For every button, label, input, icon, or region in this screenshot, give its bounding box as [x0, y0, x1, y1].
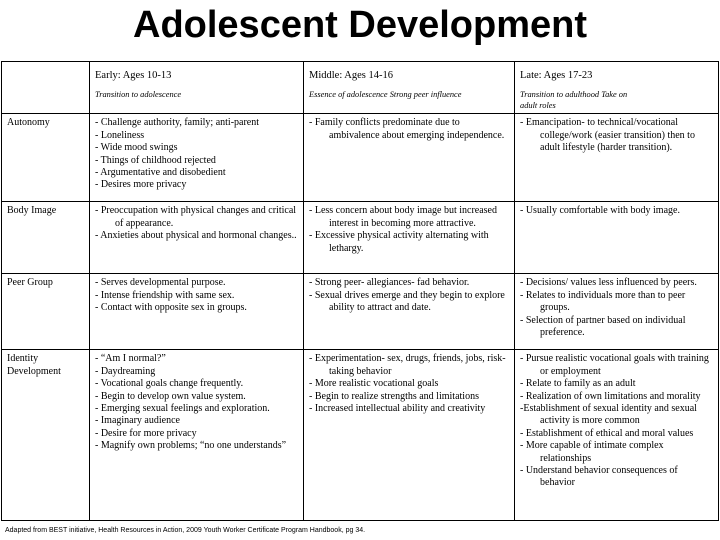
list-item: - “Am I normal?” [95, 353, 166, 365]
list-item: - Usually comfortable with body image. [520, 205, 680, 217]
list-item: - Relate to family as an adult [520, 378, 636, 390]
cell-early [90, 274, 304, 350]
stage-name: Late: Ages 17-23 [520, 70, 593, 81]
table-row [2, 274, 719, 350]
list-item: - Selection of partner based on individual preference. [520, 314, 686, 339]
list-item: - Loneliness [95, 129, 145, 141]
list-item: - Imaginary audience [95, 415, 180, 427]
item-list [520, 353, 714, 489]
cell-late [515, 350, 719, 521]
list-item: - More realistic vocational goals [309, 378, 439, 390]
row-label: Autonomy [2, 114, 90, 202]
item-list [309, 205, 510, 255]
list-item: - Desire for more privacy [95, 427, 197, 439]
list-item: - Vocational goals change frequently. [95, 378, 244, 390]
list-item: - Daydreaming [95, 365, 156, 377]
stage-header-middle [304, 62, 515, 114]
list-item: - Desires more privacy [95, 179, 187, 191]
list-item: - Begin to develop own value system. [95, 390, 246, 402]
item-list [95, 117, 299, 191]
cell-late [515, 202, 719, 274]
list-item: - Challenge authority, family; anti-parent [95, 117, 260, 129]
list-item: - Relates to individuals more than to peer groups. [520, 289, 686, 314]
list-item: - Begin to realize strengths and limitations [309, 390, 479, 402]
list-item: - Serves developmental purpose. [95, 277, 226, 289]
item-list [309, 353, 510, 415]
item-list [520, 117, 714, 154]
list-item: - Emerging sexual feelings and exploration. [95, 403, 270, 415]
list-item: - Wide mood swings [95, 142, 178, 154]
list-item: - Decisions/ values less influenced by peers. [520, 277, 697, 289]
list-item: - Less concern about body image but increased interest in becoming more attractive. [309, 205, 497, 229]
list-item: - Intense friendship with same sex. [95, 289, 235, 301]
list-item: - Emancipation- to technical/vocational college/work (easier transition) then to adult lifestyle (harder transition). [520, 117, 695, 154]
table-row [2, 350, 719, 521]
cell-middle [304, 114, 515, 202]
table-row [2, 202, 719, 274]
stage-subtitle: Transition to adulthood Take on adult roles [520, 90, 628, 110]
stage-subtitle: Transition to adolescence [95, 90, 182, 100]
list-item: - Understand behavior consequences of behavior [520, 465, 678, 489]
list-item: - Anxieties about physical and hormonal changes.. [95, 230, 297, 242]
list-item: - Family conflicts predominate due to ambivalence about emerging independence. [309, 117, 505, 141]
development-table [1, 61, 719, 521]
row-label: Identity Development [2, 350, 90, 521]
list-item: - Experimentation- sex, drugs, friends, jobs, risk-taking behavior [309, 353, 506, 377]
stage-name: Early: Ages 10-13 [95, 70, 172, 81]
cell-middle [304, 202, 515, 274]
cell-early [90, 350, 304, 521]
list-item: - Magnify own problems; “no one understands” [95, 440, 287, 452]
cell-middle [304, 274, 515, 350]
item-list [309, 117, 510, 142]
item-list [309, 277, 510, 314]
row-label: Peer Group [2, 274, 90, 350]
list-item: - Excessive physical activity alternating with lethargy. [309, 230, 489, 254]
list-item: - Establishment of ethical and moral values [520, 427, 694, 439]
cell-early [90, 202, 304, 274]
item-list [520, 205, 714, 217]
list-item: - More capable of intimate complex relationships [520, 440, 664, 464]
list-item: -Establishment of sexual identity and sexual activity is more common [520, 403, 697, 427]
cell-late [515, 114, 719, 202]
header-row [2, 62, 719, 114]
cell-early [90, 114, 304, 202]
list-item: - Strong peer- allegiances- fad behavior. [309, 277, 470, 289]
item-list [95, 353, 299, 452]
page-title: Adolescent Development [133, 4, 587, 46]
stage-name: Middle: Ages 14-16 [309, 70, 393, 81]
row-label: Body Image [2, 202, 90, 274]
list-item: - Contact with opposite sex in groups. [95, 302, 247, 314]
list-item: - Argumentative and disobedient [95, 167, 226, 179]
stage-header-late [515, 62, 719, 114]
list-item: - Realization of own limitations and morality [520, 390, 701, 402]
cell-middle [304, 350, 515, 521]
corner-cell [2, 62, 90, 114]
table-row [2, 114, 719, 202]
cell-late [515, 274, 719, 350]
list-item: - Things of childhood rejected [95, 154, 216, 166]
list-item: - Preoccupation with physical changes and critical of appearance. [95, 205, 297, 229]
item-list [520, 277, 714, 339]
stage-header-early [90, 62, 304, 114]
list-item: - Sexual drives emerge and they begin to explore ability to attract and date. [309, 289, 505, 314]
source-footnote: Adapted from BEST initiative, Health Resources in Action, 2009 Youth Worker Certificate Program Handbook, pg 34. [5, 527, 366, 534]
stage-subtitle: Essence of adolescence Strong peer influence [309, 90, 462, 100]
list-item: - Pursue realistic vocational goals with training or employment [520, 353, 709, 377]
list-item: - Increased intellectual ability and creativity [309, 403, 486, 415]
item-list [95, 205, 299, 242]
item-list [95, 277, 299, 314]
